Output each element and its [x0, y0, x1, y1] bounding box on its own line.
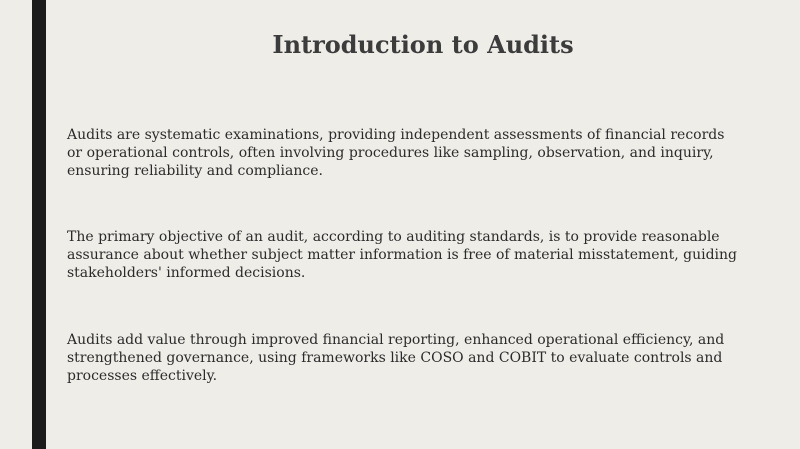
paragraph-objective: The primary objective of an audit, according to auditing standards, is to provide reasonable assurance about whether subject matter information is free of material misstatement, guiding stakeholders' informed decisions.: [67, 229, 738, 281]
accent-bar: [32, 0, 46, 449]
paragraph-value: Audits add value through improved financial reporting, enhanced operational efficiency, and strengthened governance, using frameworks like COSO and COBIT to evaluate controls and processes effectively.: [67, 332, 725, 384]
slide-title: Introduction to Audits: [272, 30, 574, 59]
paragraph-definition: Audits are systematic examinations, providing independent assessments of financial records or operational controls, often involving procedures like sampling, observation, and inquiry, ensuring reliability and compliance.: [67, 127, 725, 179]
